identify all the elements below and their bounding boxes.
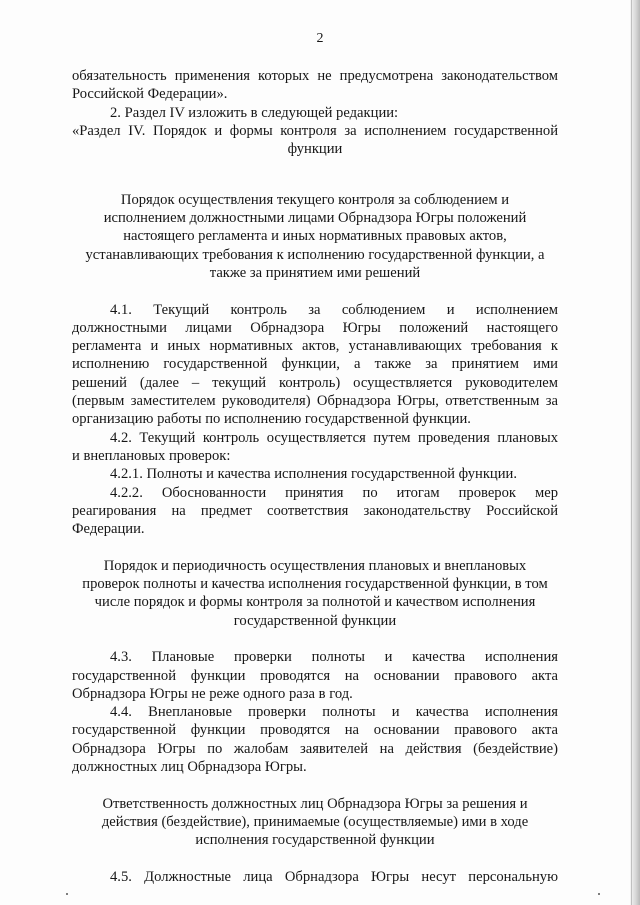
spacer: [72, 849, 558, 867]
spacer: [72, 282, 558, 300]
subheading-line: действия (бездействие), принимаемые (осуществляемые) ими в ходе: [101, 813, 529, 830]
section-title-line: функции: [287, 141, 343, 158]
paragraph-line: 4.5. Должностные лица Обрнадзора Югры несут персональную: [110, 868, 558, 885]
paragraph-line: (первым заместителем руководителя) Обрнадзора Югры, ответственным за: [72, 393, 558, 410]
paragraph-line: Обрнадзора Югры по жалобам заявителей на действия (бездействие): [72, 740, 558, 757]
paragraph-line: 4.2.2. Обоснованности принятия по итогам проверок мер: [110, 484, 558, 501]
subheading-line: проверок полноты и качества исполнения государственной функции, в том: [82, 576, 548, 593]
paragraph-line: реагирования на предмет соответствия законодательству Российской: [72, 502, 558, 519]
paragraph-line: организацию работы по исполнению государственной функции.: [72, 411, 471, 428]
scan-speck: [598, 893, 600, 895]
paragraph-line: должностных лиц Обрнадзора Югры.: [72, 758, 307, 775]
subheading-line: Порядок осуществления текущего контроля за соблюдением и: [120, 191, 510, 208]
paragraph-line: Федерации.: [72, 521, 145, 538]
subheading-line: числе порядок и формы контроля за полнотой и качеством исполнения: [94, 594, 536, 611]
paragraph-line: должностными лицами Обрнадзора Югры положений настоящего: [72, 319, 558, 336]
subheading-line: государственной функции: [233, 612, 397, 629]
paragraph-line: регламента и иных нормативных актов, устанавливающих требования к: [72, 338, 558, 355]
text-line: Российской Федерации».: [72, 86, 228, 103]
paragraph-line: 4.4. Внеплановые проверки полноты и качества исполнения: [110, 704, 558, 721]
subheading-line: устанавливающих требования к исполнению государственной функции, а: [85, 246, 545, 263]
document-body: [72, 67, 558, 886]
paragraph-line: Обрнадзора Югры не реже одного раза в год.: [72, 685, 353, 702]
scan-edge-line: [631, 0, 632, 905]
subheading-line: настоящего регламента и иных нормативных правовых актов,: [123, 228, 507, 245]
scan-speck: [66, 893, 68, 895]
paragraph-line: исполнению государственной функции, а также за принятием ими: [72, 356, 558, 373]
spacer: [72, 177, 558, 191]
paragraph-line: 4.2. Текущий контроль осуществляется путем проведения плановых: [110, 429, 558, 446]
text-line: 2. Раздел IV изложить в следующей редакции:: [110, 104, 399, 121]
paragraph-line: 4.1. Текущий контроль за соблюдением и исполнением: [110, 301, 558, 318]
spacer: [72, 776, 558, 794]
paragraph-line: государственной функции проводятся на основании правового акта: [72, 722, 558, 739]
subheading-line: также за принятием ими решений: [209, 264, 421, 281]
subheading-line: Ответственность должностных лиц Обрнадзора Югры за решения и: [102, 795, 528, 812]
spacer: [72, 158, 558, 176]
paragraph-line: государственной функции проводятся на основании правового акта: [72, 667, 558, 684]
paragraph-line: 4.3. Плановые проверки полноты и качества исполнения: [110, 649, 558, 666]
section-title-line: «Раздел IV. Порядок и формы контроля за исполнением государственной: [72, 122, 558, 139]
spacer: [72, 630, 558, 648]
subheading-line: исполнением должностными лицами Обрнадзора Югры положений: [103, 210, 527, 227]
paragraph-line: и внеплановых проверок:: [72, 447, 231, 464]
page-number: 2: [316, 31, 324, 46]
paragraph-line: 4.2.1. Полноты и качества исполнения государственной функции.: [110, 466, 518, 483]
spacer: [72, 538, 558, 556]
paragraph-line: решений (далее – текущий контроль) осуществляется руководителем: [72, 374, 558, 391]
subheading-line: Порядок и периодичность осуществления плановых и внеплановых: [103, 557, 527, 574]
text-line: обязательность применения которых не предусмотрена законодательством: [72, 68, 558, 84]
subheading-line: исполнения государственной функции: [195, 832, 435, 849]
